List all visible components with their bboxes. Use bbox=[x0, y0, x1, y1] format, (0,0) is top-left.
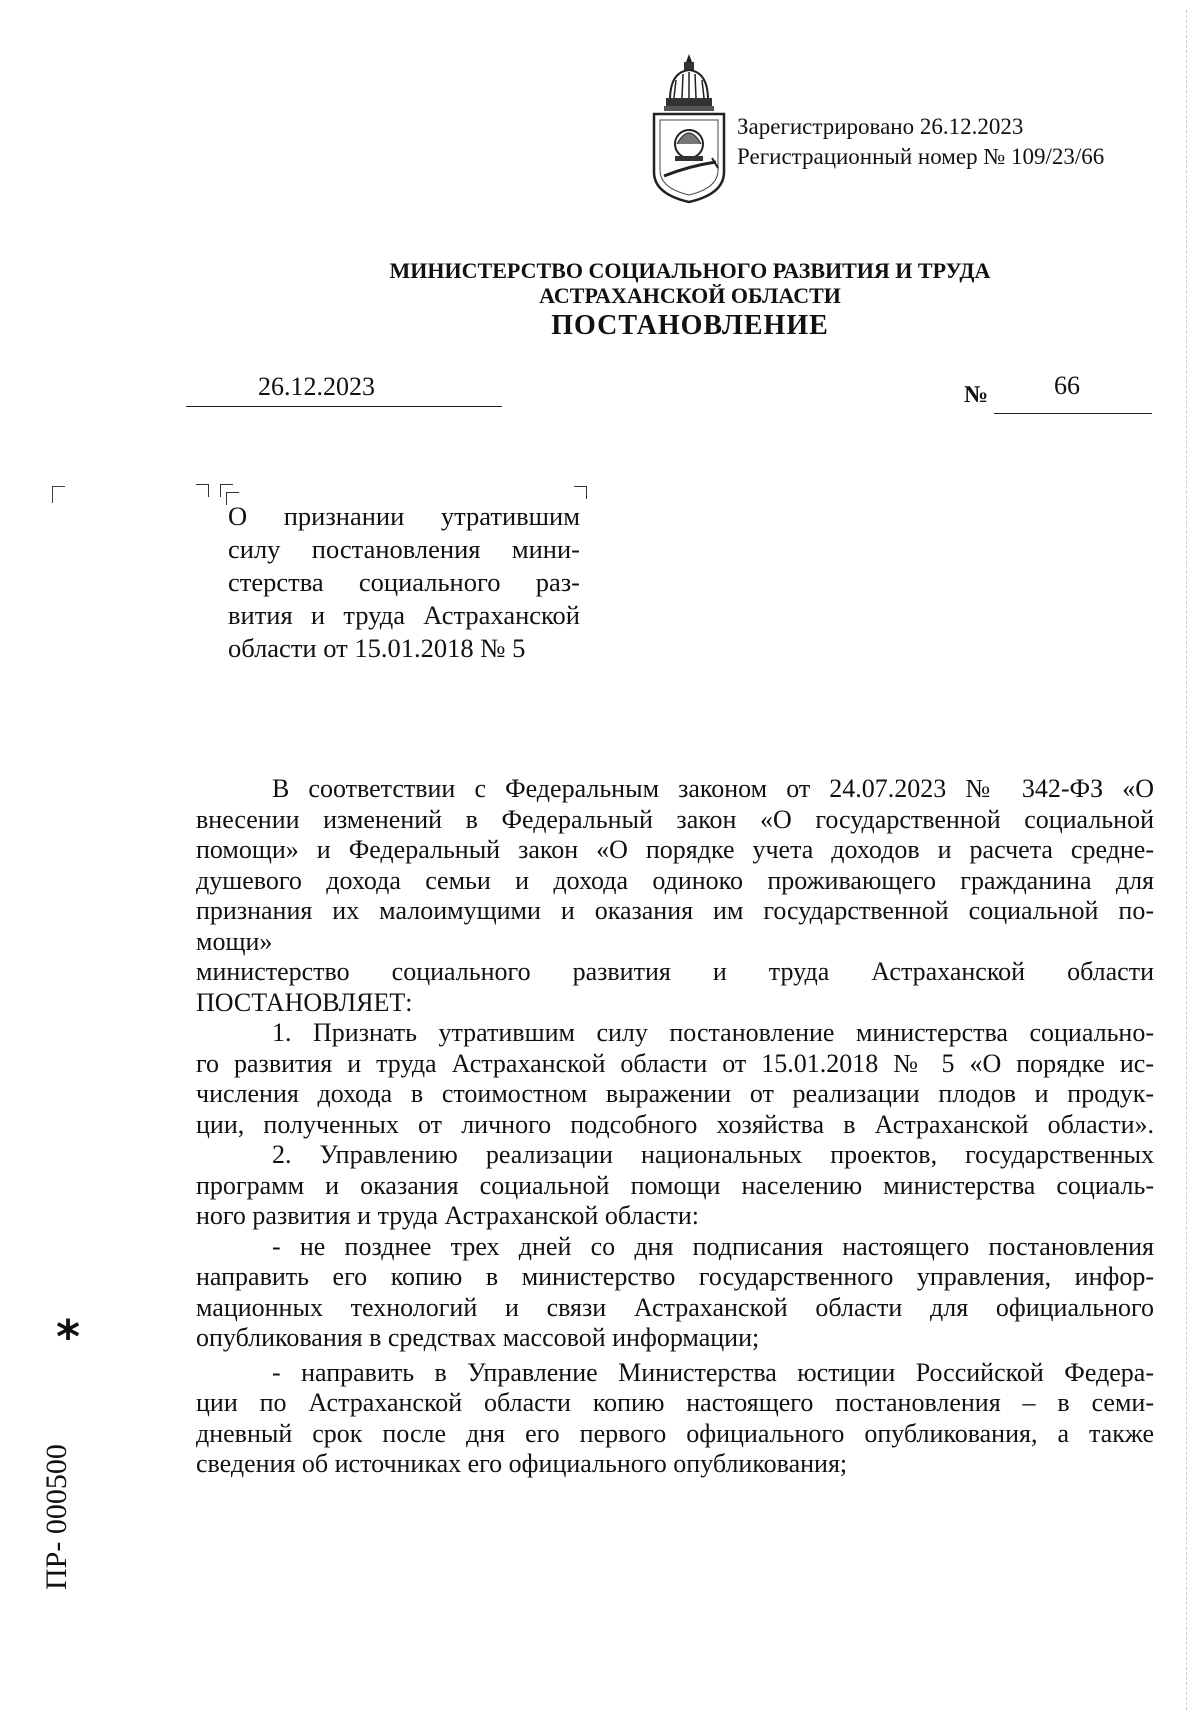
body-line: 1. Признать утратившим силу постановление министерства социально- bbox=[272, 1018, 1154, 1047]
body-line: го развития и труда Астраханской области от 15.01.2018 № 5 «О порядке ис- bbox=[196, 1048, 1154, 1078]
margin-corner-mark bbox=[52, 486, 65, 503]
subject-line: силу постановления мини- bbox=[228, 534, 580, 564]
body-line: дневный срок после дня его первого официального опубликования, а также bbox=[196, 1418, 1154, 1448]
date-underline bbox=[186, 406, 502, 407]
subject-corner-mark bbox=[196, 484, 209, 497]
body-line: мационных технологий и связи Астраханской области для официального bbox=[196, 1292, 1154, 1322]
number-sign: № bbox=[964, 382, 989, 408]
document-date: 26.12.2023 bbox=[258, 372, 375, 401]
registration-stamp bbox=[737, 112, 1104, 172]
body-line: мощи» bbox=[196, 926, 273, 956]
body-line: ции по Астраханской области копию настоящего постановления – в семи- bbox=[196, 1388, 1154, 1417]
subject-line: вития и труда Астраханской bbox=[228, 600, 580, 630]
body-line: программ и оказания социальной помощи населению министерства социаль- bbox=[196, 1170, 1154, 1200]
body-line: министерство социального развития и труда Астраханской области bbox=[196, 957, 1154, 986]
subject-corner-mark bbox=[574, 486, 587, 499]
body-line: ции, полученных от личного подсобного хозяйства в Астраханской области». bbox=[196, 1109, 1154, 1139]
body-line: сведения об источниках его официального опубликования; bbox=[196, 1449, 848, 1478]
margin-stamp-code: ПР- 000500 bbox=[40, 1444, 73, 1590]
subject-line: области от 15.01.2018 № 5 bbox=[228, 633, 526, 663]
body-line: В соответствии с Федеральным законом от 24.07.2023 № 342-ФЗ «О bbox=[272, 774, 1154, 803]
body-line: - направить в Управление Министерства юстиции Российской Федера- bbox=[272, 1357, 1154, 1387]
document-subject bbox=[228, 500, 580, 665]
number-underline bbox=[994, 413, 1152, 414]
ministry-name-line-1: МИНИСТЕРСТВО СОЦИАЛЬНОГО РАЗВИТИЯ И ТРУДА bbox=[389, 258, 991, 283]
body-line: направить его копию в министерство государственного управления, инфор- bbox=[196, 1262, 1154, 1291]
document-body bbox=[196, 774, 1154, 1480]
coat-of-arms-emblem bbox=[646, 52, 732, 204]
body-line: ПОСТАНОВЛЯЕТ: bbox=[196, 987, 413, 1017]
body-line: числения дохода в стоимостном выражении от реализации плодов и продук- bbox=[196, 1079, 1154, 1108]
document-type-title: ПОСТАНОВЛЕНИЕ bbox=[551, 310, 829, 341]
subject-line: стерства социального раз- bbox=[228, 567, 580, 597]
subject-line: О признании утратившим bbox=[228, 501, 580, 531]
registration-date: Зарегистрировано 26.12.2023 bbox=[737, 114, 1024, 139]
body-line: 2. Управлению реализации национальных проектов, государственных bbox=[272, 1140, 1154, 1169]
body-line: - не позднее трех дней со дня подписания настоящего постановления bbox=[272, 1231, 1154, 1261]
body-line: душевого дохода семьи и дохода одиноко проживающего гражданина для bbox=[196, 865, 1154, 895]
margin-asterisk: * bbox=[56, 1310, 81, 1364]
document-number: 66 bbox=[1054, 371, 1080, 400]
body-line: ного развития и труда Астраханской области: bbox=[196, 1201, 699, 1230]
ministry-name-line-2: АСТРАХАНСКОЙ ОБЛАСТИ bbox=[539, 283, 841, 308]
body-line: внесении изменений в Федеральный закон «О государственной социальной bbox=[196, 804, 1154, 834]
body-line: помощи» и Федеральный закон «О порядке учета доходов и расчета средне- bbox=[196, 835, 1154, 864]
body-line: опубликования в средствах массовой информации; bbox=[196, 1323, 760, 1352]
registration-number: Регистрационный номер № 109/23/66 bbox=[737, 144, 1105, 169]
body-line: признания их малоимущими и оказания им государственной социальной по- bbox=[196, 896, 1154, 925]
